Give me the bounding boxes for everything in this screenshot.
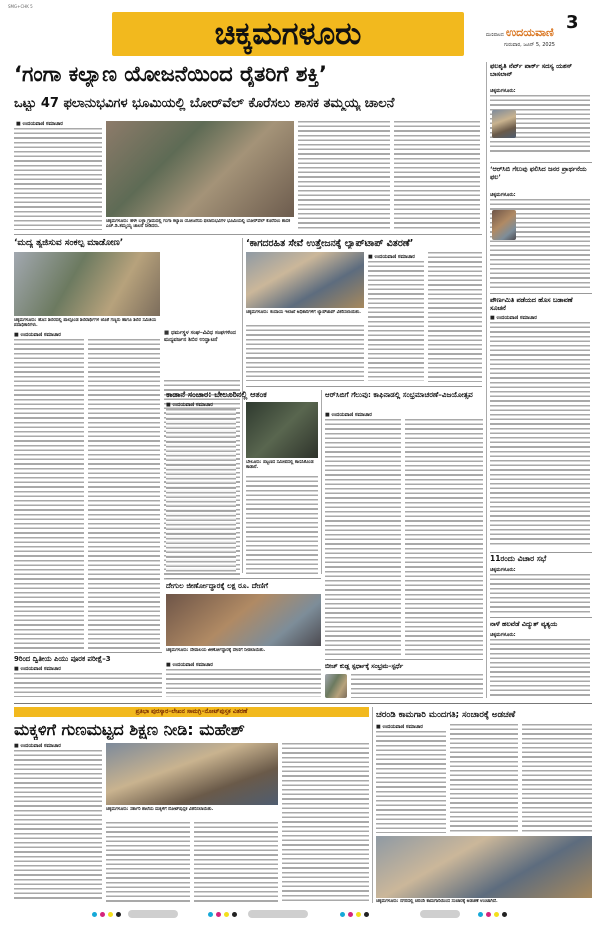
divider xyxy=(14,234,482,235)
right-story1-portrait xyxy=(492,110,516,138)
divider xyxy=(166,578,321,579)
lead-subhead: ಒಟ್ಟು 47 ಫಲಾನುಭವಿಗಳ ಭೂಮಿಯಲ್ಲಿ ಬೋರ್‌ವೆಲ್‌ ಕೊರೆಸಲು ಶಾಸಕ ತಮ್ಮಯ್ಯ ಚಾಲನೆ xyxy=(14,96,395,111)
temperance-pull-quote: ■ ಧರ್ಮಸ್ಥಳ ಸಂಘ–ವಿವಿಧ ಸಂಘಗಳಿಂದ ಮದ್ಯವರ್ಜನ ಶಿಬಿರ ಉದ್ಘಾಟನೆ xyxy=(164,330,236,343)
exam-byline: ■ ಉದಯವಾಣಿ ಸಮಾಚಾರ xyxy=(14,666,61,672)
elephant-headline: ಕಾಡಾನೆ ಸಂಚಾರ: ಬೇಲೂರಿನಲ್ಲಿ ಆತಂಕ xyxy=(166,390,267,399)
laptop-headline: ‘ಕಾಗದರಹಿತ ಸೇವೆ ಉತ್ತೇಜನಕ್ಕೆ ಲ್ಯಾಪ್‌ಟಾಪ್ ವಿತರಣೆ’ xyxy=(246,238,414,249)
beach-photo xyxy=(325,674,347,698)
column-rule xyxy=(372,707,373,903)
registration-marks-right xyxy=(340,912,369,917)
right-column-rule xyxy=(486,62,487,698)
drainage-caption: ಚಿಕ್ಕಮಗಳೂರು: ನಗರದಲ್ಲಿ ಚರಂಡಿ ಕಾಮಗಾರಿಯಿಂದ ಸಂಚಾರಕ್ಕೆ ಅಡಚಣೆ ಉಂಟಾಗಿದೆ. xyxy=(376,899,498,904)
temple-body xyxy=(166,669,321,697)
registration-marks-left xyxy=(92,912,121,917)
temperance-caption: ಚಿಕ್ಕಮಗಳೂರು: ಹೊಸ ಶಿಬಿರದಲ್ಲಿ ಪಾಲ್ಗೊಂಡ ಶಿಬಿರಾರ್ಥಿಗಳ ಜೊತೆ ಗಣ್ಯರು ಹಾಗೂ ಶಿಬಿರ ಸಮಿತಿಯ ಪದಾಧಿಕಾರಿಗಳು. xyxy=(14,318,157,329)
laptop-caption: ಚಿಕ್ಕಮಗಳೂರು: ಕಂದಾಯ ಇಲಾಖೆ ಅಧಿಕಾರಿಗಳಿಗೆ ಲ್ಯಾಪ್‌ಟಾಪ್ ವಿತರಿಸಲಾಯಿತು. xyxy=(246,310,361,315)
lead-body-col1 xyxy=(14,128,102,230)
bottom-kicker xyxy=(14,707,369,717)
lead-byline: ■ ಉದಯವಾಣಿ ಸಮಾಚಾರ xyxy=(16,121,63,127)
right-story1-byline: ಚಿಕ್ಕಮಗಳೂರು: xyxy=(490,88,516,94)
elephant-byline: ■ ಉದಯವಾಣಿ ಸಮಾಚಾರ xyxy=(166,402,213,408)
drainage-body-col2 xyxy=(450,724,518,833)
right-story1-headline: ಫಲಶೃತಿ ನೆರ್ವ್ ಪಾರ್ಕ್ ಸದಸ್ಯ ಯಶಸ್ ಬಾಸಲಾನ್ xyxy=(490,62,573,78)
temple-byline: ■ ಉದಯವಾಣಿ ಸಮಾಚಾರ xyxy=(166,662,213,668)
column-rule xyxy=(242,238,243,573)
issue-date: ಗುರುವಾರ, ಜೂನ್ 5, 2025 xyxy=(504,42,555,48)
masthead-title: ಚಿಕ್ಕಮಗಳೂರು xyxy=(214,15,362,52)
right-story4-byline: ಚಿಕ್ಕಮಗಳೂರು: xyxy=(490,567,516,573)
drainage-byline: ■ ಉದಯವಾಣಿ ಸಮಾಚಾರ xyxy=(376,724,423,730)
drainage-body-col1 xyxy=(376,731,446,833)
temple-photo xyxy=(166,594,321,646)
drainage-body-col3 xyxy=(522,724,592,833)
bottom-photo xyxy=(106,743,278,805)
right-story5-body xyxy=(490,639,590,697)
lead-photo-caption: ಚಿಕ್ಕಮಗಳೂರು: ಹಳೇ ಬಳ್ಳಾ ಗ್ರಾಮದಲ್ಲಿ ಗಂಗಾ ಕಲ್ಯಾಣ ಯೋಜನೆಯ ಫಲಾನುಭವಿಗಳ ಭೂಮಿಯಲ್ಲಿ ಬೋರ್‌ವೆಲ್‌ ಕೊರೆಸಲು ಶಾಸಕ ಎಚ್‌.ಡಿ.ತಮ್ಮಯ್ಯ ಚಾಲನೆ ನೀಡಿದರು. xyxy=(106,219,291,230)
right-story3-headline: ಪೌರ್ಣಮಿತಿ ಪಡೆಯದ ಹೊಸ ಬಡಾವಣೆ ಸೂಚನೆ xyxy=(490,296,573,312)
right-story2-headline: ‘ಆರ್‌ಸಿಬಿ ಗೆಲುವು ಫಲಿಸಿದ ಜನರ ಪ್ರಾರ್ಥನೆಯ ಫಲ’ xyxy=(490,165,587,181)
exam-body xyxy=(14,673,162,697)
divider xyxy=(14,703,592,704)
temperance-body-col1 xyxy=(14,339,84,649)
paper-prefix: ಮಣಿಪಾಲದ xyxy=(486,33,504,38)
right-story4-body xyxy=(490,574,590,614)
divider xyxy=(325,659,483,660)
divider xyxy=(490,162,592,163)
laptop-body-col2 xyxy=(428,252,482,382)
rcb-body-col2 xyxy=(405,419,483,655)
beach-body xyxy=(351,674,483,698)
right-story2-portrait xyxy=(492,210,516,240)
paper-name: ಉದಯವಾಣಿ xyxy=(506,26,554,39)
divider xyxy=(490,617,592,618)
right-story5-byline: ಚಿಕ್ಕಮಗಳೂರು: xyxy=(490,632,516,638)
laptop-byline: ■ ಉದಯವಾಣಿ ಸಮಾಚಾರ xyxy=(368,254,415,260)
divider xyxy=(246,386,482,387)
right-story3-body xyxy=(490,322,590,547)
elephant-body-col2 xyxy=(246,476,318,574)
elephant-photo xyxy=(246,402,318,458)
registration-marks-far xyxy=(478,912,507,917)
temperance-byline: ■ ಉದಯವಾಣಿ ಸಮಾಚಾರ xyxy=(14,332,61,338)
temple-caption: ಚಿಕ್ಕಮಗಳೂರು: ದೇವಾಲಯ ಜೀರ್ಣೋದ್ಧಾರಕ್ಕೆ ದೇಣಿಗೆ ನೀಡಲಾಯಿತು. xyxy=(166,648,266,653)
masthead-banner xyxy=(112,12,464,56)
elephant-body-col1 xyxy=(166,409,236,573)
right-story4-headline: 11ರಂದು ವಿಚಾರ ಸಭೆ xyxy=(490,555,547,563)
bottom-body-col4 xyxy=(282,743,369,902)
registration-bar-right xyxy=(420,910,460,918)
column-rule xyxy=(321,390,322,574)
laptop-body-col1 xyxy=(368,261,424,381)
bottom-caption: ಚಿಕ್ಕಮಗಳೂರು: ಸರ್ಕಾರಿ ಶಾಲೆಯ ಮಕ್ಕಳಿಗೆ ನೋಟ್‌ಪುಸ್ತಕ ವಿತರಿಸಲಾಯಿತು. xyxy=(106,807,214,812)
registration-bar-mid xyxy=(248,910,308,918)
divider xyxy=(14,652,162,653)
rcb-headline: ಆರ್‌ಸಿಬಿಗೆ ಗೆಲುವು: ಕಾಫಿನಾಡಲ್ಲಿ ಸಂಭ್ರಮಾಚರಣೆ–ವಿಜಯೋತ್ಸವ xyxy=(325,390,473,399)
divider xyxy=(490,552,592,553)
exam-headline: 9ರಿಂದ ದ್ವಿತೀಯ ಪಿಯು ಪೂರಕ ಪರೀಕ್ಷೆ–3 xyxy=(14,655,111,663)
bottom-body-col1 xyxy=(14,750,102,902)
temperance-body-col2 xyxy=(88,339,160,649)
laptop-photo xyxy=(246,252,364,308)
page-number: 3 xyxy=(566,12,579,33)
right-story5-headline: ನಾಳೆ ಹಲವೆಡೆ ವಿದ್ಯುತ್ ವ್ಯತ್ಯಯ xyxy=(490,620,558,628)
bottom-headline: ಮಕ್ಕಳಿಗೆ ಗುಣಮಟ್ಟದ ಶಿಕ್ಷಣ ನೀಡಿ: ಮಹೇಶ್ xyxy=(14,720,245,739)
right-story3-byline: ■ ಉದಯವಾಣಿ ಸಮಾಚಾರ xyxy=(490,315,537,321)
bottom-kicker-text: ಪ್ರತಿಭಾ ಪುರಸ್ಕಾರ–ಲೇಖನ ಸಾಮಗ್ರಿ–ನೋಟ್‌ಪುಸ್ತಕ ವಿತರಣೆ xyxy=(135,708,248,715)
registration-bar-left xyxy=(128,910,178,918)
right-story2-byline: ಚಿಕ್ಕಮಗಳೂರು: xyxy=(490,192,516,198)
rcb-body-col1 xyxy=(325,419,401,655)
bottom-byline: ■ ಉದಯವಾಣಿ ಸಮಾಚಾರ xyxy=(14,743,61,749)
lead-body-col2 xyxy=(298,121,390,231)
lead-photo xyxy=(106,121,294,217)
drainage-headline: ಚರಂಡಿ ಕಾಮಗಾರಿ ಮಂದಗತಿ; ಸಂಚಾರಕ್ಕೆ ಅಡಚಣೆ xyxy=(376,710,516,720)
drainage-photo xyxy=(376,836,592,898)
bottom-body-col2 xyxy=(106,822,190,902)
rcb-byline: ■ ಉದಯವಾಣಿ ಸಮಾಚಾರ xyxy=(325,412,372,418)
temple-headline: ದೇಗುಲ ಜೀರ್ಣೋದ್ಧಾರಕ್ಕೆ ಲಕ್ಷ ರೂ. ದೇಣಿಗೆ xyxy=(166,581,269,590)
lead-body-col3 xyxy=(394,121,480,231)
elephant-caption: ಬೇಲೂರು: ಪಟ್ಟಣದ ಸಮೀಪದಲ್ಲಿ ಕಾಣಿಸಿಕೊಂಡ ಕಾಡಾನೆ. xyxy=(246,460,314,471)
edition-code: SMG+CHK 5 xyxy=(8,4,33,9)
lead-headline: ‘ಗಂಗಾ ಕಲ್ಯಾಣ ಯೋಜನೆಯಿಂದ ರೈತರಿಗೆ ಶಕ್ತಿ’ xyxy=(14,62,327,86)
divider xyxy=(490,293,592,294)
bottom-body-col3 xyxy=(194,822,278,902)
laptop-body-col3 xyxy=(246,325,364,381)
beach-headline: ಬೀಚ್ ಕುಡ್ಲ ಸ್ಪರ್ಧಾಕ್ಕೆ ಸಂಭ್ರಮ–ಸ್ಪರ್ಧೆ xyxy=(325,662,404,670)
temperance-photo xyxy=(14,252,160,316)
temperance-headline: ‘ಮದ್ಯ ತ್ಯಜಿಸುವ ಸಂಕಲ್ಪ ಮಾಡೋಣ’ xyxy=(14,238,124,248)
registration-marks-mid xyxy=(208,912,237,917)
